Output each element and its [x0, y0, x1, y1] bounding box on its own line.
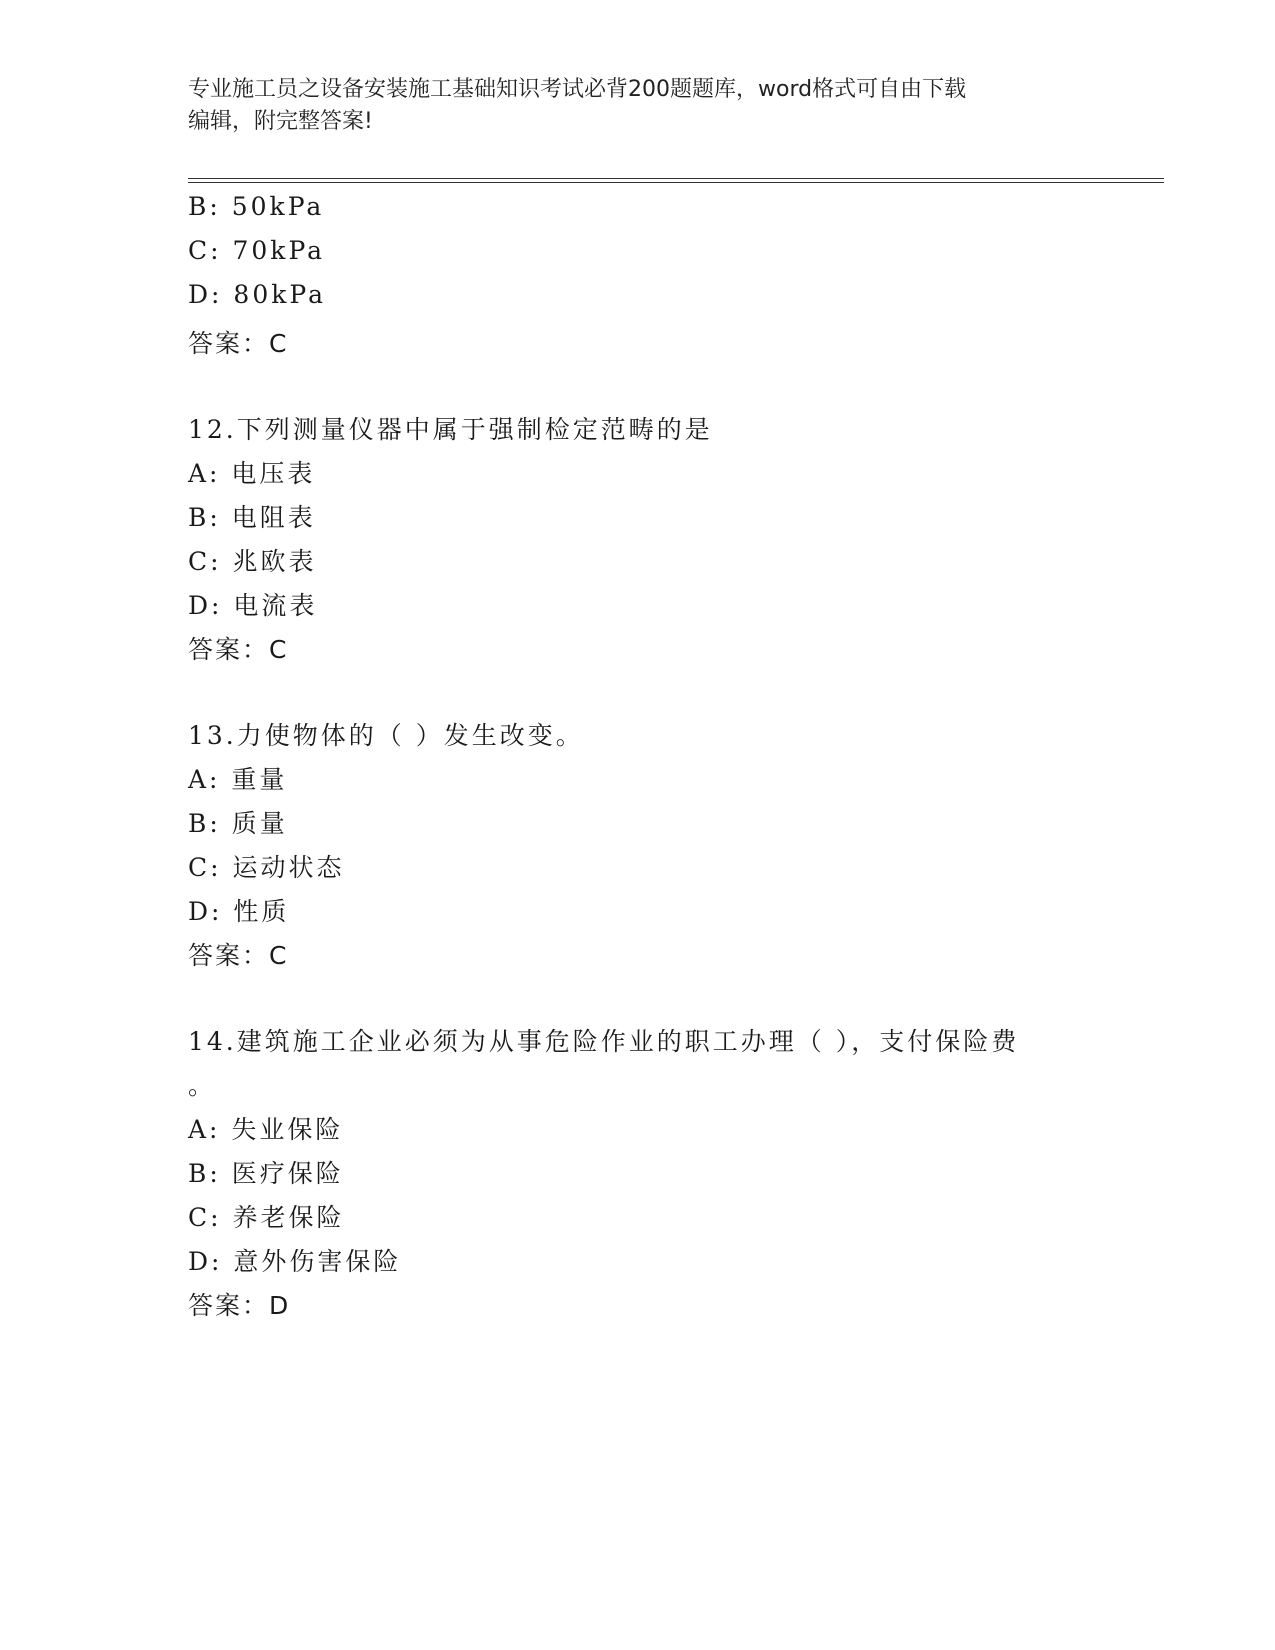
option-d: D: 80kPa: [188, 280, 326, 309]
option-b: B: 电阻表: [188, 503, 316, 532]
option-d: D: 性质: [188, 897, 290, 926]
question-stem: 14.建筑施工企业必须为从事危险作业的职工办理（ ），支付保险费: [188, 1027, 1020, 1056]
option-d: D: 电流表: [188, 591, 318, 620]
answer-line: 答案：D: [188, 1291, 291, 1320]
answer-line: 答案：C: [188, 941, 289, 970]
option-c: C: 兆欧表: [188, 547, 317, 576]
header-divider-top: [188, 178, 1164, 179]
option-a: A: 重量: [188, 765, 288, 794]
question-stem: 12.下列测量仪器中属于强制检定范畴的是: [188, 415, 713, 444]
option-b: B: 质量: [188, 809, 288, 838]
option-a: A: 电压表: [188, 459, 316, 488]
document-header: [188, 74, 1088, 138]
option-a: A: 失业保险: [188, 1115, 344, 1144]
question-stem: 13.力使物体的（ ）发生改变。: [188, 721, 584, 750]
question-stem-continuation: 。: [188, 1071, 217, 1100]
header-title-line-1: 专业施工员之设备安装施工基础知识考试必背200题题库，word格式可自由下载: [188, 77, 967, 102]
option-c: C: 运动状态: [188, 853, 345, 882]
option-c: C: 养老保险: [188, 1203, 345, 1232]
option-b: B: 医疗保险: [188, 1159, 344, 1188]
answer-line: 答案：C: [188, 329, 289, 358]
answer-line: 答案：C: [188, 635, 289, 664]
header-title-line-2: 编辑，附完整答案!: [188, 109, 373, 134]
option-b: B: 50kPa: [188, 192, 325, 221]
option-d: D: 意外伤害保险: [188, 1247, 402, 1276]
header-divider-bottom: [188, 182, 1164, 183]
option-c: C: 70kPa: [188, 236, 326, 265]
